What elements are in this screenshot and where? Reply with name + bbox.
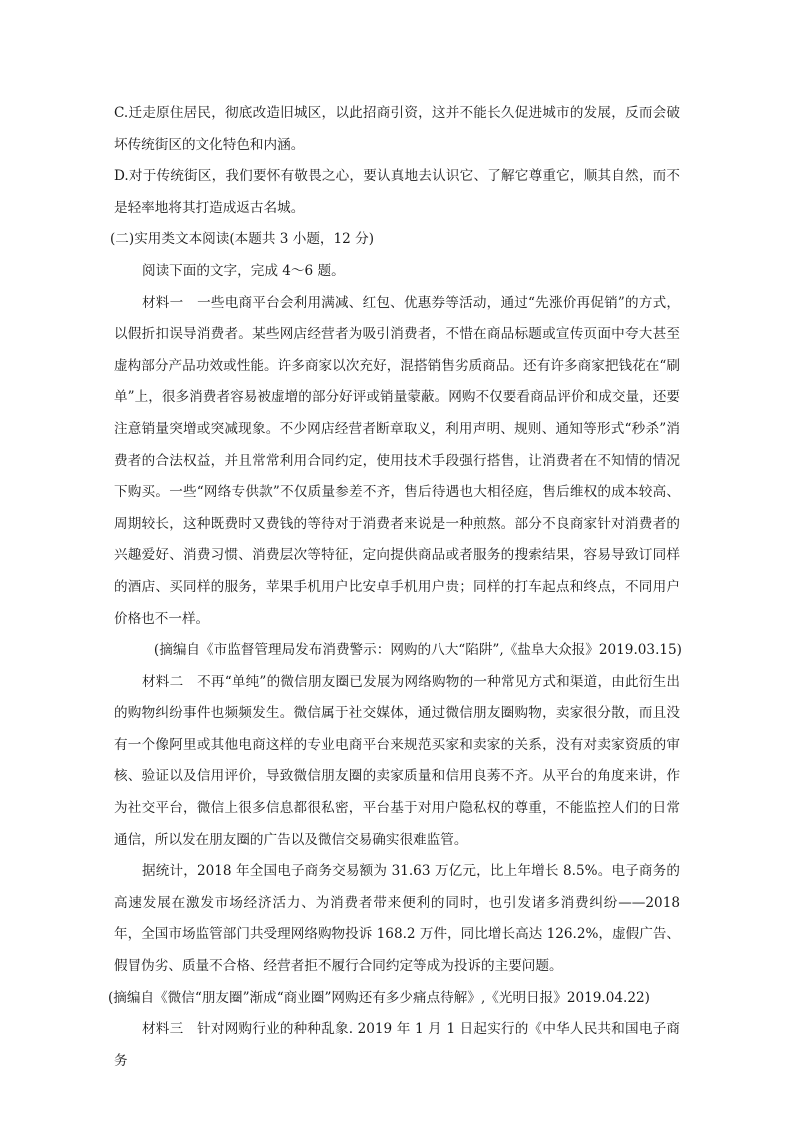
option-c: C.迁走原住居民，彻底改造旧城区，以此招商引资，这并不能长久促进城市的发展，反而会破坏传统街区的文化特色和内涵。 xyxy=(114,105,680,153)
material-2-text: 材料二 不再“单纯”的微信朋友圈已发展为网络购物的一种常见方式和渠道，由此衍生出的购物纠纷事件也频频发生。微信属于社交媒体，通过微信朋友圈购物，卖家很分散，而且没有一个像阿里或其他电商这样的专业电商平台来规范买家和卖家的关系，没有对卖家资质的审核、验证以及信用评价，导致微信朋友圈的卖家质量和信用良莠不齐。从平台的角度来讲，作为社交平台，微信上很多信息都很私密，平台基于对用户隐私权的尊重，不能监控人们的日常通信，所以发在朋友圈的广告以及微信交易确实很难监管。 xyxy=(114,673,680,848)
option-d: D.对于传统街区，我们要怀有敬畏之心，要认真地去认识它、了解它尊重它，顺其自然，而不是轻率地将其打造成返古名城。 xyxy=(114,168,680,216)
material-3-text: 材料三 针对网购行业的种种乱象. 2019 年 1 月 1 日起实行的《中华人民共和国电子商务 xyxy=(114,1021,680,1069)
material-1-source: (摘编自《市监督管理局发布消费警示：网购的八大“陷阱”,《盐阜大众报》2019.03.15) xyxy=(153,642,682,659)
material-1-text: 材料一 一些电商平台会利用满减、红包、优惠券等活动，通过“先涨价再促销”的方式，以假折扣误导消费者。某些网店经营者为吸引消费者，不惜在商品标题或宣传页面中夸大甚至虚构部分产品功效或性能。许多商家以次充好，混搭销售劣质商品。还有许多商家把钱花在“刷单”上，很多消费者容易被虚增的部分好评或销量蒙蔽。网购不仅要看商品评价和成交量，还要注意销量突增或突减现象。不少网店经营者断章取义，利用声明、规则、通知等形式“秒杀”消费者的合法权益，并且常常利用合同约定，使用技术手段强行搭售，让消费者在不知情的情况下购买。一些“网络专供款”不仅质量参差不齐，售后待遇也大相径庭，售后维权的成本较高、周期较长，这种既费时又费钱的等待对于消费者来说是一种煎熬。部分不良商家针对消费者的兴趣爱好、消费习惯、消费层次等特征，定向提供商品或者服务的搜索结果，容易导致订同样的酒店、买同样的服务，苹果手机用户比安卓手机用户贵；同样的打车起点和终点，不同用户价格也不一样。 xyxy=(114,294,680,627)
material-2-stats: 据统计，2018 年全国电子商务交易额为 31.63 万亿元，比上年增长 8.5%。电子商务的高速发展在激发市场经济活力、为消费者带来便利的同时，也引发诸多消费纠纷——2018 年，全国市场监管部门共受理网络购物投诉 168.2 万件，同比增长高达 126.2%，虚假广告、假冒伪劣、质量不合格、经营者拒不履行合同约定等成为投诉的主要问题。 xyxy=(114,863,680,975)
material-2-source: (摘编自《微信“朋友圈”渐成“商业圈”网购还有多少痛点待解》,《光明日报》2019.04.22) xyxy=(108,989,650,1006)
section-title: (二)实用类文本阅读(本题共 3 小题，12 分) xyxy=(110,231,375,248)
document-page xyxy=(108,98,682,1077)
instruction: 阅读下面的文字，完成 4～6 题。 xyxy=(142,262,345,279)
